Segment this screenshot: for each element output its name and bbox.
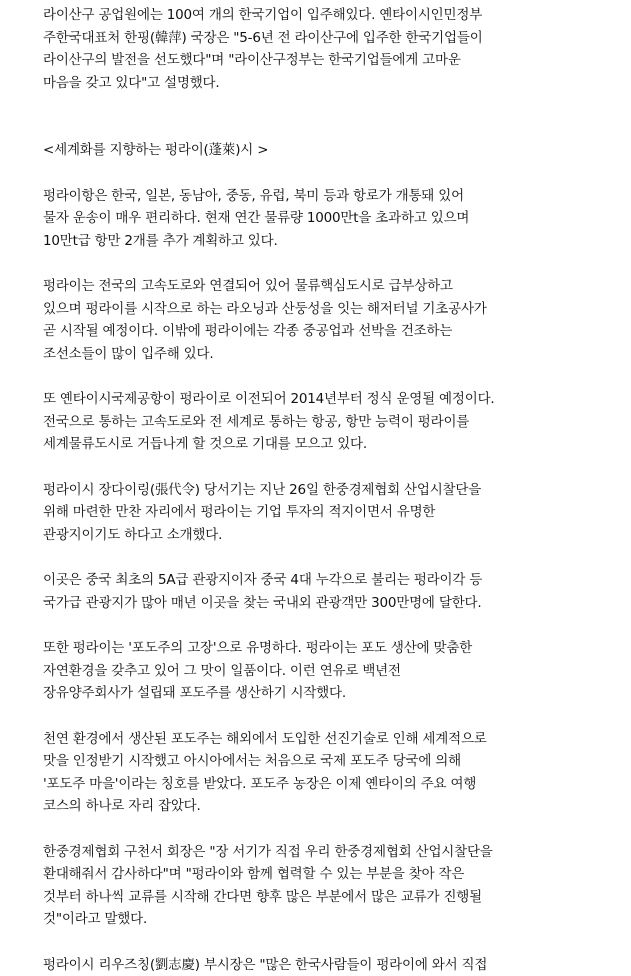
paragraph-8 [43, 728, 591, 818]
text-line: 천연 환경에서 생산된 포도주는 해외에서 도입한 선진기술로 인해 세계적으로 [43, 728, 591, 751]
paragraph-1 [43, 4, 591, 94]
paragraph-6 [43, 569, 591, 614]
paragraph-5 [43, 479, 591, 547]
text-line: 곧 시작될 예정이다. 이밖에 펑라이에는 각종 중공업과 선박을 건조하는 [43, 320, 591, 343]
spacer [43, 614, 591, 637]
spacer [43, 546, 591, 569]
text-line: 펑라이항은 한국, 일본, 동남아, 중동, 유럽, 북미 등과 항로가 개통돼 있어 [43, 185, 591, 208]
text-line: 펑라이시 리우즈칭(劉志慶) 부시장은 "많은 한국사람들이 펑라이에 와서 직접 [43, 954, 591, 976]
section-heading [43, 139, 591, 162]
text-line: 것"이라고 말했다. [43, 908, 591, 931]
text-line: 마음을 갖고 있다"고 설명했다. [43, 72, 591, 95]
text-line: 한중경제협회 구천서 회장은 "장 서기가 직접 우리 한중경제협회 산업시찰단을 [43, 841, 591, 864]
spacer [43, 931, 591, 954]
text-line: 또한 펑라이는 '포도주의 고장'으로 유명하다. 펑라이는 포도 생산에 맞춤한 [43, 637, 591, 660]
paragraph-7 [43, 637, 591, 705]
text-line: 있으며 펑라이를 시작으로 하는 라오닝과 산둥성을 잇는 해저터널 기초공사가 [43, 298, 591, 321]
text-line: 주한국대표처 한핑(韓萍) 국장은 "5-6년 전 라이산구에 입주한 한국기업들이 [43, 27, 591, 50]
spacer [43, 162, 591, 185]
text-line: 조선소들이 많이 입주해 있다. [43, 343, 591, 366]
text-line: 자연환경을 갖추고 있어 그 맛이 일품이다. 이런 연유로 백년전 [43, 660, 591, 683]
text-line: 10만t급 항만 2개를 추가 계획하고 있다. [43, 230, 591, 253]
text-line: 환대해줘서 감사하다"며 "펑라이와 함께 협력할 수 있는 부분을 찾아 작은 [43, 863, 591, 886]
spacer [43, 94, 591, 139]
text-line: 코스의 하나로 자리 잡았다. [43, 795, 591, 818]
text-line: 것부터 하나씩 교류를 시작해 간다면 향후 많은 부분에서 많은 교류가 진행될 [43, 886, 591, 909]
text-line: 펑라이시 장다이링(張代令) 당서기는 지난 26일 한중경제협회 산업시찰단을 [43, 479, 591, 502]
text-line: 펑라이는 전국의 고속도로와 연결되어 있어 물류핵심도시로 급부상하고 [43, 275, 591, 298]
text-line: 세계물류도시로 거듭나게 할 것으로 기대를 모으고 있다. [43, 433, 591, 456]
text-line: 전국으로 통하는 고속도로와 전 세계로 통하는 항공, 항만 능력이 펑라이를 [43, 411, 591, 434]
paragraph-3 [43, 275, 591, 365]
article-body [43, 4, 591, 976]
paragraph-10 [43, 954, 591, 976]
spacer [43, 705, 591, 728]
spacer [43, 365, 591, 388]
text-line: 라이산구 공업원에는 100여 개의 한국기업이 입주해있다. 옌타이시인민정부 [43, 4, 591, 27]
spacer [43, 252, 591, 275]
text-line: 또 옌타이시국제공항이 펑라이로 이전되어 2014년부터 정식 운영될 예정이다. [43, 388, 591, 411]
text-line: 관광지이기도 하다고 소개했다. [43, 524, 591, 547]
text-line: 국가급 관광지가 많아 매년 이곳을 찾는 국내외 관광객만 300만명에 달한다. [43, 592, 591, 615]
text-line: 위해 마련한 만찬 자리에서 펑라이는 기업 투자의 적지이면서 유명한 [43, 501, 591, 524]
paragraph-2 [43, 185, 591, 253]
paragraph-4 [43, 388, 591, 456]
spacer [43, 456, 591, 479]
text-line: 이곳은 중국 최초의 5A급 관광지이자 중국 4대 누각으로 불리는 펑라이각 등 [43, 569, 591, 592]
section-heading-text: <세계화를 지향하는 펑라이(蓬萊)시 > [43, 139, 591, 162]
text-line: '포도주 마을'이라는 칭호를 받았다. 포도주 농장은 이제 옌타이의 주요 여행 [43, 773, 591, 796]
text-line: 장유양주회사가 설립돼 포도주를 생산하기 시작했다. [43, 682, 591, 705]
text-line: 맛을 인정받기 시작했고 아시아에서는 처음으로 국제 포도주 당국에 의해 [43, 750, 591, 773]
paragraph-9 [43, 841, 591, 931]
text-line: 라이산구의 발전을 선도했다"며 "라이산구정부는 한국기업들에게 고마운 [43, 49, 591, 72]
text-line: 물자 운송이 매우 편리하다. 현재 연간 물류량 1000만t을 초과하고 있으며 [43, 207, 591, 230]
spacer [43, 818, 591, 841]
